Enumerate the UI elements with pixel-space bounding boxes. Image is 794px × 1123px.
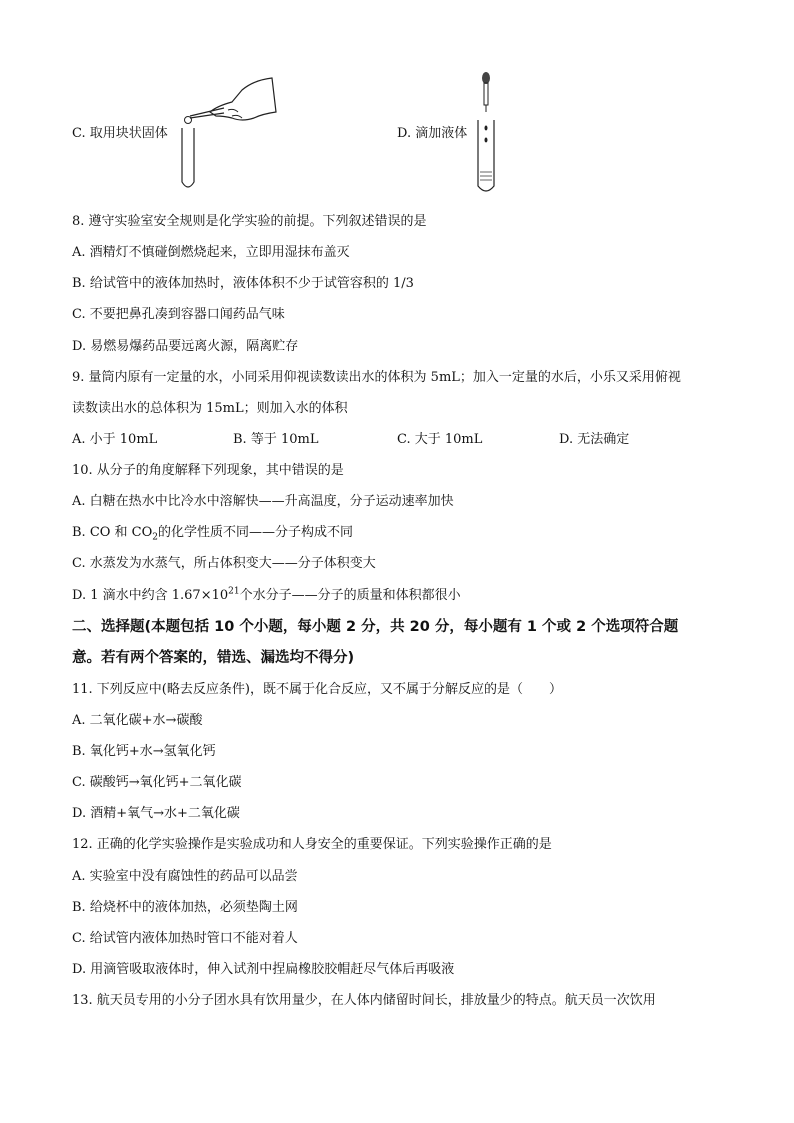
dropper-illustration (472, 68, 502, 198)
q13-stem: 13. 航天员专用的小分子团水具有饮用量少，在人体内储留时间长，排放量少的特点。航天员一次饮用 (72, 993, 656, 1008)
solid-taking-illustration (172, 72, 282, 192)
q10-option-a: A. 白糖在热水中比冷水中溶解快——升高温度，分子运动速率加快 (72, 494, 454, 509)
q10-option-b (72, 524, 353, 542)
q8-option-d: D. 易燃易爆药品要远离火源，隔离贮存 (72, 339, 299, 354)
q12-option-c: C. 给试管内液体加热时管口不能对着人 (72, 931, 298, 946)
q10-option-d (72, 587, 461, 605)
q10-d-post: 个水分子——分子的质量和体积都很小 (239, 588, 461, 603)
q10-option-c: C. 水蒸发为水蒸气，所占体积变大——分子体积变大 (72, 556, 376, 571)
section2-heading-line1: 二、选择题(本题包括 10 个小题，每小题 2 分，共 20 分，每小题有 1 个或 2 个选项符合题 (72, 619, 679, 635)
q8-option-c: C. 不要把鼻孔凑到容器口闻药品气味 (72, 307, 285, 322)
q9-stem-line1: 9. 量筒内原有一定量的水，小同采用仰视读数读出水的体积为 5mL；加入一定量的水后，小乐又采用俯视 (72, 370, 681, 385)
q12-option-b: B. 给烧杯中的液体加热，必须垫陶土网 (72, 900, 298, 915)
q10-d-sup: 21 (228, 586, 240, 597)
q9-stem-line2: 读数读出水的总体积为 15mL；则加入水的体积 (72, 401, 348, 416)
q11-option-a: A. 二氧化碳+水→碳酸 (72, 713, 203, 728)
q9-option-d: D. 无法确定 (559, 432, 630, 447)
q8-stem: 8. 遵守实验室安全规则是化学实验的前提。下列叙述错误的是 (72, 214, 427, 229)
q9-option-c: C. 大于 10mL (397, 432, 483, 447)
q9-option-b: B. 等于 10mL (233, 432, 319, 447)
q12-option-d: D. 用滴管吸取液体时，伸入试剂中捏扁橡胶胶帽赶尽气体后再吸液 (72, 962, 455, 977)
q12-option-a: A. 实验室中没有腐蚀性的药品可以品尝 (72, 869, 298, 884)
q10-b-pre: B. CO 和 CO (72, 525, 153, 540)
q11-option-b: B. 氧化钙+水→氢氧化钙 (72, 744, 216, 759)
q10-b-sub: 2 (152, 532, 159, 543)
q11-stem: 11. 下列反应中(略去反应条件)，既不属于化合反应，又不属于分解反应的是（ ） (72, 682, 562, 697)
q8-option-b: B. 给试管中的液体加热时，液体体积不少于试管容积的 1/3 (72, 276, 414, 291)
option-d-dropper: D. 滴加液体 (397, 126, 468, 141)
q10-b-post: 的化学性质不同——分子构成不同 (158, 525, 354, 540)
q10-d-pre: D. 1 滴水中约含 1.67×10 (72, 588, 229, 603)
q10-stem: 10. 从分子的角度解释下列现象，其中错误的是 (72, 463, 344, 478)
section2-heading-line2: 意。若有两个答案的，错选、漏选均不得分) (72, 650, 355, 666)
q11-option-d: D. 酒精+氧气→水+二氧化碳 (72, 806, 240, 821)
option-c-solid: C. 取用块状固体 (72, 126, 168, 141)
q8-option-a: A. 酒精灯不慎碰倒燃烧起来，立即用湿抹布盖灭 (72, 245, 350, 260)
q11-option-c: C. 碳酸钙→氧化钙+二氧化碳 (72, 775, 242, 790)
q12-stem: 12. 正确的化学实验操作是实验成功和人身安全的重要保证。下列实验操作正确的是 (72, 837, 552, 852)
q9-option-a: A. 小于 10mL (72, 432, 158, 447)
